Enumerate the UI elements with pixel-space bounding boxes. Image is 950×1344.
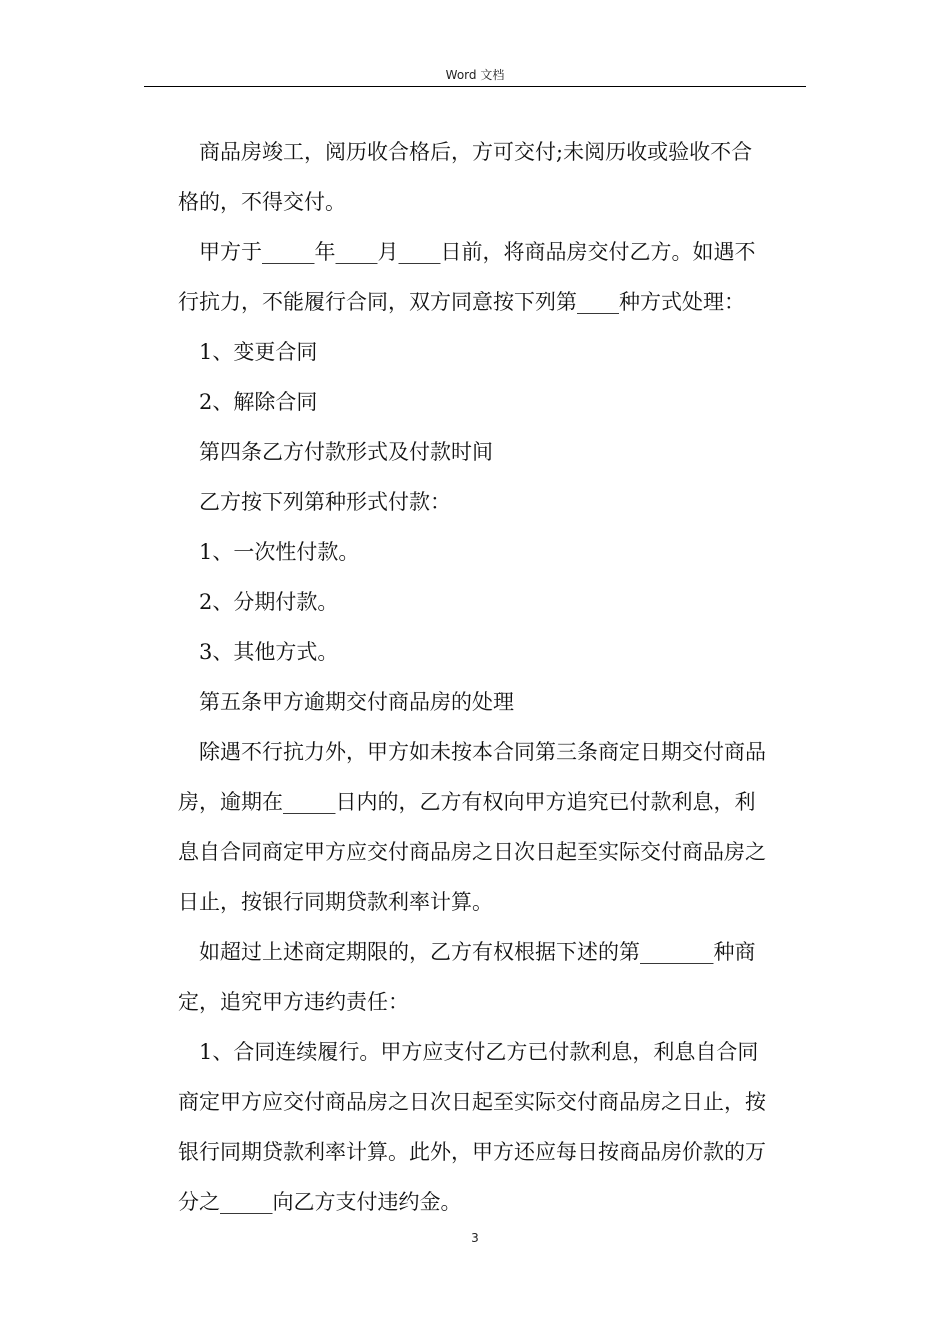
list-item: 1、合同连续履行。甲方应支付乙方已付款利息，利息自合同 [199, 1040, 759, 1064]
paragraph-line: 房，逾期在_____日内的，乙方有权向甲方追究已付款利息，利 [178, 790, 756, 814]
section-heading: 第四条乙方付款形式及付款时间 [199, 440, 493, 464]
list-item: 3、其他方式。 [199, 640, 339, 664]
list-item: 1、一次性付款。 [199, 540, 360, 564]
paragraph-line: 分之_____向乙方支付违约金。 [178, 1190, 462, 1214]
list-item: 2、分期付款。 [199, 590, 339, 614]
paragraph-line: 商定甲方应交付商品房之日次日起至实际交付商品房之日止，按 [178, 1090, 766, 1114]
header-divider [144, 86, 806, 87]
paragraph-line: 息自合同商定甲方应交付商品房之日次日起至实际交付商品房之 [178, 840, 766, 864]
list-item: 2、解除合同 [199, 390, 318, 414]
paragraph-line: 乙方按下列第种形式付款： [199, 490, 451, 514]
section-heading: 第五条甲方逾期交付商品房的处理 [199, 690, 514, 714]
paragraph-line: 除遇不行抗力外，甲方如未按本合同第三条商定日期交付商品 [199, 740, 766, 764]
paragraph-line: 甲方于_____年____月____日前，将商品房交付乙方。如遇不 [199, 240, 756, 264]
page-number: 3 [471, 1231, 479, 1245]
paragraph-line: 行抗力，不能履行合同，双方同意按下列第____种方式处理： [178, 290, 745, 314]
list-item: 1、变更合同 [199, 340, 318, 364]
paragraph-line: 商品房竣工，阅历收合格后，方可交付;未阅历收或验收不合 [199, 140, 753, 164]
paragraph-line: 日止，按银行同期贷款利率计算。 [178, 890, 493, 914]
paragraph-line: 如超过上述商定期限的，乙方有权根据下述的第_______种商 [199, 940, 756, 964]
document-body [178, 127, 808, 1227]
paragraph-line: 银行同期贷款利率计算。此外，甲方还应每日按商品房价款的万 [178, 1140, 766, 1164]
page-header-title: Word 文档 [445, 68, 505, 82]
paragraph-line: 格的，不得交付。 [178, 190, 346, 214]
paragraph-line: 定，追究甲方违约责任： [178, 990, 409, 1014]
